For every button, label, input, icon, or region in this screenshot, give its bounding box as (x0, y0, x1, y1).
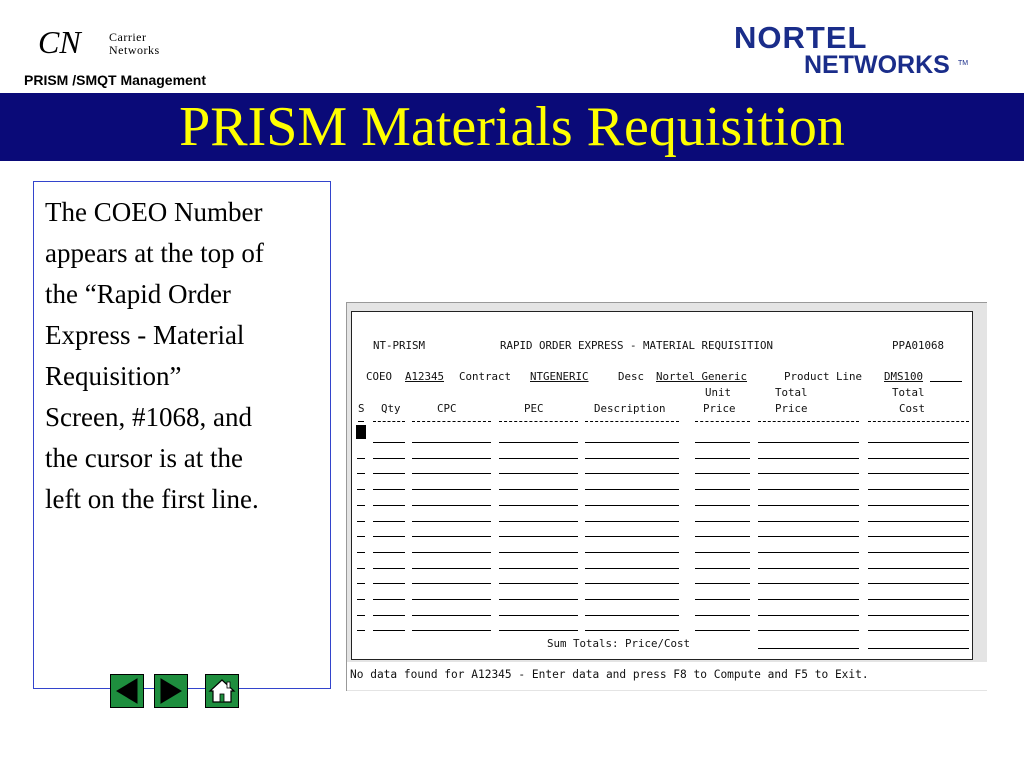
row-qty-field[interactable] (373, 536, 405, 537)
row-unit-price-field[interactable] (695, 552, 750, 553)
screen-title: RAPID ORDER EXPRESS - MATERIAL REQUISITION (500, 339, 774, 352)
row-qty-field[interactable] (373, 473, 405, 474)
row-pec-field[interactable] (499, 568, 578, 569)
sep-total-price (758, 421, 859, 423)
row-qty-field[interactable] (373, 505, 405, 506)
row-qty-field[interactable] (373, 458, 405, 459)
row-description-field[interactable] (585, 521, 679, 522)
row-pec-field[interactable] (499, 536, 578, 537)
system-name: NT-PRISM (373, 339, 426, 352)
row-qty-field[interactable] (373, 599, 405, 600)
row-total-price-field[interactable] (758, 458, 859, 459)
col-total-price-bottom: Price (775, 402, 808, 415)
sep-pec (499, 421, 578, 423)
row-unit-price-field[interactable] (695, 505, 750, 506)
row-pec-field[interactable] (499, 583, 578, 584)
coeo-field[interactable]: A12345 (405, 370, 445, 383)
row-total-price-field[interactable] (758, 489, 859, 490)
triangle-right-icon (155, 675, 187, 707)
trademark-mark: TM (958, 60, 969, 67)
row-total-price-field[interactable] (758, 505, 859, 506)
col-description: Description (594, 402, 666, 415)
row-cpc-field[interactable] (412, 489, 491, 490)
row-cpc-field[interactable] (412, 473, 491, 474)
row-description-field[interactable] (585, 630, 679, 631)
row-cpc-field[interactable] (412, 521, 491, 522)
contract-field[interactable]: NTGENERIC (530, 370, 589, 383)
row-qty-field[interactable] (373, 615, 405, 616)
row-pec-field[interactable] (499, 458, 578, 459)
row-description-field[interactable] (585, 458, 679, 459)
row-cpc-field[interactable] (412, 552, 491, 553)
cn-logo-text (109, 31, 160, 57)
triangle-left-icon (111, 675, 143, 707)
row-unit-price-field[interactable] (695, 536, 750, 537)
row-unit-price-field[interactable] (695, 442, 750, 443)
row-total-cost-field[interactable] (868, 442, 969, 443)
row-description-field[interactable] (585, 536, 679, 537)
row-qty-field[interactable] (373, 489, 405, 490)
col-s: S (358, 402, 365, 415)
row-total-cost-field[interactable] (868, 473, 969, 474)
row-cpc-field[interactable] (412, 630, 491, 631)
col-pec: PEC (524, 402, 544, 415)
row-qty-field[interactable] (373, 521, 405, 522)
row-description-field[interactable] (585, 505, 679, 506)
row-qty-field[interactable] (373, 630, 405, 631)
row-cpc-field[interactable] (412, 442, 491, 443)
row-pec-field[interactable] (499, 552, 578, 553)
row-unit-price-field[interactable] (695, 458, 750, 459)
row-total-cost-field[interactable] (868, 536, 969, 537)
row-total-price-field[interactable] (758, 521, 859, 522)
row-qty-field[interactable] (373, 568, 405, 569)
row-total-cost-field[interactable] (868, 489, 969, 490)
back-button[interactable] (110, 674, 144, 708)
nortel-networks-logo (734, 22, 974, 80)
row-qty-field[interactable] (373, 583, 405, 584)
row-unit-price-field[interactable] (695, 568, 750, 569)
row-unit-price-field[interactable] (695, 630, 750, 631)
row-pec-field[interactable] (499, 505, 578, 506)
contract-label: Contract (459, 370, 512, 383)
product-line-field[interactable]: DMS100 (884, 370, 924, 383)
row-select-field[interactable] (357, 505, 365, 506)
row-pec-field[interactable] (499, 473, 578, 474)
row-total-price-field[interactable] (758, 630, 859, 631)
row-total-price-field[interactable] (758, 615, 859, 616)
row-unit-price-field[interactable] (695, 599, 750, 600)
row-description-field[interactable] (585, 552, 679, 553)
row-select-field[interactable] (357, 568, 365, 569)
row-pec-field[interactable] (499, 521, 578, 522)
row-total-cost-field[interactable] (868, 568, 969, 569)
row-cpc-field[interactable] (412, 536, 491, 537)
row-select-field[interactable] (357, 458, 365, 459)
row-cpc-field[interactable] (412, 568, 491, 569)
desc-field[interactable]: Nortel Generic (656, 370, 748, 383)
row-total-price-field[interactable] (758, 442, 859, 443)
row-select-field[interactable] (357, 599, 365, 600)
sep-total-cost (868, 421, 969, 423)
row-description-field[interactable] (585, 583, 679, 584)
col-qty: Qty (381, 402, 401, 415)
row-total-cost-field[interactable] (868, 521, 969, 522)
sep-cpc (412, 421, 491, 423)
sum-totals-label: Sum Totals: Price/Cost (547, 637, 691, 650)
screen-id: PPA01068 (892, 339, 945, 352)
house-icon (206, 675, 238, 707)
col-cpc: CPC (437, 402, 457, 415)
row-total-cost-field[interactable] (868, 552, 969, 553)
logo-line-networks: Networks (109, 43, 160, 57)
row-total-cost-field[interactable] (868, 599, 969, 600)
notes-text: The COEO Number appears at the top of the “Rapid Order Express - Material Requisition” Screen, #1068, and the cursor is at the left on the first line. (45, 197, 264, 514)
row-select-field[interactable] (357, 489, 365, 490)
row-select-field[interactable] (357, 536, 365, 537)
col-total-price-top: Total (775, 386, 808, 399)
row-description-field[interactable] (585, 442, 679, 443)
cn-logo-mark: CN (38, 24, 81, 60)
row-pec-field[interactable] (499, 599, 578, 600)
row-total-cost-field[interactable] (868, 630, 969, 631)
row-pec-field[interactable] (499, 630, 578, 631)
row-select-field[interactable] (357, 583, 365, 584)
product-line-underline (930, 381, 962, 382)
nortel-logo-top: NORTEL (734, 20, 868, 55)
col-total-cost-bottom: Cost (899, 402, 926, 415)
page-title: PRISM Materials Requisition (179, 96, 845, 158)
row-unit-price-field[interactable] (695, 473, 750, 474)
row-description-field[interactable] (585, 568, 679, 569)
col-unit-price-bottom: Price (703, 402, 736, 415)
row-description-field[interactable] (585, 599, 679, 600)
desc-label: Desc (618, 370, 645, 383)
row-pec-field[interactable] (499, 489, 578, 490)
row-description-field[interactable] (585, 615, 679, 616)
row-total-cost-field[interactable] (868, 505, 969, 506)
logo-line-carrier: Carrier (109, 30, 147, 44)
row-description-field[interactable] (585, 473, 679, 474)
sep-description (585, 421, 679, 423)
row-qty-field[interactable] (373, 442, 405, 443)
header-subtitle: PRISM /SMQT Management (24, 72, 207, 88)
product-line-label: Product Line (784, 370, 863, 383)
row-total-price-field[interactable] (758, 583, 859, 584)
row-unit-price-field[interactable] (695, 521, 750, 522)
row-cpc-field[interactable] (412, 583, 491, 584)
row-total-cost-field[interactable] (868, 458, 969, 459)
coeo-label: COEO (366, 370, 393, 383)
row-pec-field[interactable] (499, 615, 578, 616)
sep-qty (373, 421, 405, 423)
row-total-cost-field[interactable] (868, 615, 969, 616)
nortel-logo-bottom: NETWORKS (804, 51, 950, 79)
row-select-field[interactable] (357, 630, 365, 631)
row-total-price-field[interactable] (758, 473, 859, 474)
row-total-price-field[interactable] (758, 536, 859, 537)
row-select-field[interactable] (357, 473, 365, 474)
row-total-price-field[interactable] (758, 568, 859, 569)
row-unit-price-field[interactable] (695, 583, 750, 584)
row-cpc-field[interactable] (412, 505, 491, 506)
row-description-field[interactable] (585, 489, 679, 490)
row-cpc-field[interactable] (412, 458, 491, 459)
col-unit-price-top: Unit (705, 386, 732, 399)
forward-button[interactable] (154, 674, 188, 708)
row-select-field[interactable] (357, 552, 365, 553)
row-pec-field[interactable] (499, 442, 578, 443)
row-cpc-field[interactable] (412, 599, 491, 600)
row-total-price-field[interactable] (758, 599, 859, 600)
sum-total-price-field[interactable] (758, 648, 859, 649)
sum-total-cost-field[interactable] (868, 648, 969, 649)
status-message: No data found for A12345 - Enter data and press F8 to Compute and F5 to Exit. (350, 668, 869, 681)
row-total-price-field[interactable] (758, 552, 859, 553)
row-select-field[interactable] (357, 615, 365, 616)
text-cursor (356, 425, 366, 439)
sep-unit-price (695, 421, 750, 423)
row-qty-field[interactable] (373, 552, 405, 553)
row-unit-price-field[interactable] (695, 615, 750, 616)
col-total-cost-top: Total (892, 386, 925, 399)
sep-s (358, 421, 364, 423)
terminal-screen (351, 311, 973, 660)
row-select-field[interactable] (357, 521, 365, 522)
row-total-cost-field[interactable] (868, 583, 969, 584)
row-unit-price-field[interactable] (695, 489, 750, 490)
row-cpc-field[interactable] (412, 615, 491, 616)
home-button[interactable] (205, 674, 239, 708)
